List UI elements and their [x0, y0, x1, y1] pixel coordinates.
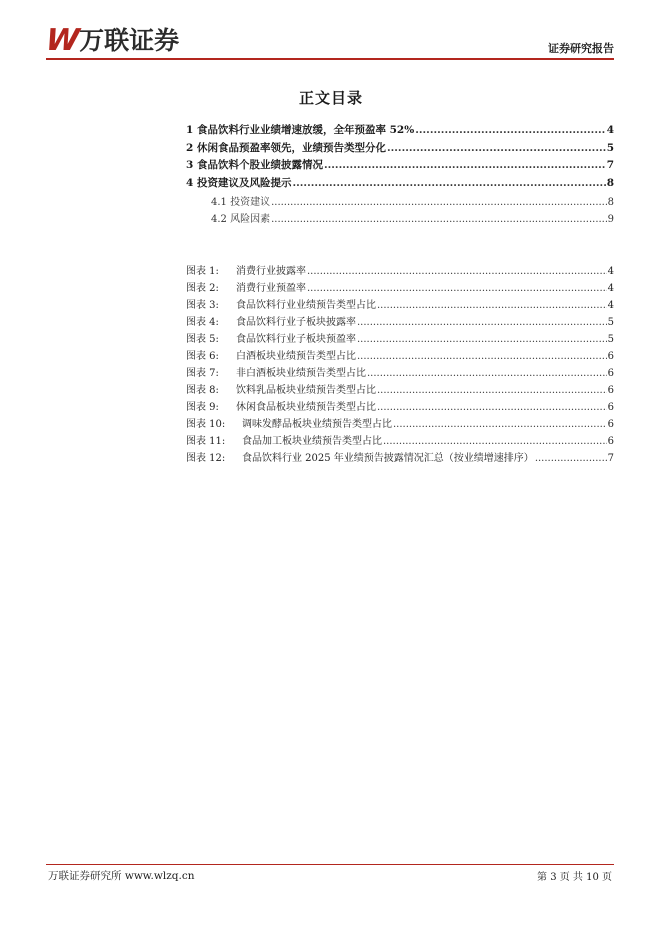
page-header: [0, 0, 662, 64]
figure-entry-12[interactable]: [186, 449, 614, 464]
toc-page-number: 4: [606, 124, 614, 136]
figure-page-number: 5: [607, 334, 614, 345]
figure-title: 白酒板块业绩预告类型占比: [236, 351, 356, 362]
figure-title: 食品饮料行业业绩预告类型占比: [236, 300, 376, 311]
footer-page-indicator: 第 3 页 共 10 页: [537, 872, 612, 883]
leader-dots: [383, 436, 607, 447]
figure-page-number: 4: [607, 283, 614, 294]
toc-section-3[interactable]: [186, 157, 614, 172]
footer-divider: [46, 864, 614, 865]
figure-number: 图表 4:: [186, 317, 219, 328]
toc-subsection-4-1[interactable]: [211, 193, 614, 208]
toc-section-label: 1 食品饮料行业业绩增速放缓，全年预盈率 52%: [186, 124, 415, 136]
leader-dots: [415, 124, 605, 136]
toc-page-number: 5: [606, 142, 614, 154]
header-divider: [46, 58, 614, 60]
figure-page-number: 7: [607, 453, 614, 464]
toc-section-1[interactable]: [186, 122, 614, 137]
toc-section-label: 3 食品饮料个股业绩披露情况: [186, 159, 323, 171]
logo-text: 万联证券: [79, 26, 180, 55]
figure-title: 食品饮料行业子板块预盈率: [236, 334, 356, 345]
toc-title: 正文目录: [298, 89, 363, 107]
figure-number: 图表 9:: [186, 402, 219, 413]
figure-entry-3[interactable]: [186, 296, 614, 311]
toc-section-2[interactable]: [186, 140, 614, 155]
figure-entry-6[interactable]: [186, 347, 614, 362]
figure-number: 图表 12:: [186, 453, 226, 464]
figure-page-number: 6: [607, 419, 614, 430]
figure-number: 图表 7:: [186, 368, 219, 379]
figure-entry-8[interactable]: [186, 381, 614, 396]
figure-page-number: 6: [607, 402, 614, 413]
figure-number: 图表 1:: [186, 266, 219, 277]
toc-page-number: 8: [606, 177, 614, 189]
leader-dots: [324, 159, 606, 171]
figure-title: 调味发酵品板块业绩预告类型占比: [242, 419, 392, 430]
figure-page-number: 4: [607, 266, 614, 277]
report-type-label: 证券研究报告: [548, 42, 614, 55]
figure-title: 休闲食品板块业绩预告类型占比: [236, 402, 376, 413]
figure-title: 非白酒板块业绩预告类型占比: [236, 368, 366, 379]
leader-dots: [292, 177, 605, 189]
figure-title: 消费行业披露率: [236, 266, 306, 277]
leader-dots: [367, 368, 607, 379]
toc-page-number: 8: [607, 197, 614, 208]
figure-number: 图表 5:: [186, 334, 219, 345]
company-logo: [44, 23, 180, 58]
figure-title: 食品饮料行业子板块披露率: [236, 317, 356, 328]
figure-page-number: 6: [607, 351, 614, 362]
figure-number: 图表 11:: [186, 436, 226, 447]
toc-section-4[interactable]: [186, 175, 614, 190]
toc-section-label: 4 投资建议及风险提示: [186, 177, 292, 189]
figure-entry-9[interactable]: [186, 398, 614, 413]
figure-page-number: 6: [607, 385, 614, 396]
figure-entry-11[interactable]: [186, 432, 614, 447]
figure-entry-10[interactable]: [186, 415, 614, 430]
figure-title: 食品加工板块业绩预告类型占比: [242, 436, 382, 447]
figure-page-number: 6: [607, 368, 614, 379]
figure-entry-4[interactable]: [186, 313, 614, 328]
figure-number: 图表 3:: [186, 300, 219, 311]
leader-dots: [271, 197, 607, 208]
figure-page-number: 4: [607, 300, 614, 311]
figure-number: 图表 2:: [186, 283, 219, 294]
toc-subsection-4-2[interactable]: [211, 210, 614, 225]
leader-dots: [387, 142, 606, 154]
figure-title: 食品饮料行业 2025 年业绩预告披露情况汇总（按业绩增速排序）: [242, 453, 534, 464]
leader-dots: [357, 317, 607, 328]
leader-dots: [271, 214, 607, 225]
toc-subsection-label: 4.1 投资建议: [211, 197, 271, 208]
figure-page-number: 5: [607, 317, 614, 328]
leader-dots: [377, 402, 607, 413]
figure-title: 消费行业预盈率: [236, 283, 306, 294]
toc-page-number: 7: [606, 159, 614, 171]
figure-entry-1[interactable]: [186, 262, 614, 277]
figure-number: 图表 6:: [186, 351, 219, 362]
toc-page-number: 9: [607, 214, 614, 225]
figure-page-number: 6: [607, 436, 614, 447]
figure-entry-2[interactable]: [186, 279, 614, 294]
toc-subsection-label: 4.2 风险因素: [211, 214, 271, 225]
leader-dots: [377, 385, 607, 396]
figure-entry-7[interactable]: [186, 364, 614, 379]
leader-dots: [307, 283, 607, 294]
leader-dots: [377, 300, 607, 311]
leader-dots: [393, 419, 607, 430]
figure-entry-5[interactable]: [186, 330, 614, 345]
leader-dots: [535, 453, 607, 464]
logo-mark: W: [44, 23, 79, 58]
leader-dots: [357, 351, 607, 362]
footer-source: 万联证券研究所 www.wlzq.cn: [48, 870, 195, 882]
figure-number: 图表 8:: [186, 385, 219, 396]
leader-dots: [307, 266, 607, 277]
toc-section-label: 2 休闲食品预盈率领先，业绩预告类型分化: [186, 142, 386, 154]
figure-number: 图表 10:: [186, 419, 226, 430]
leader-dots: [357, 334, 607, 345]
figure-title: 饮料乳品板块业绩预告类型占比: [236, 385, 376, 396]
